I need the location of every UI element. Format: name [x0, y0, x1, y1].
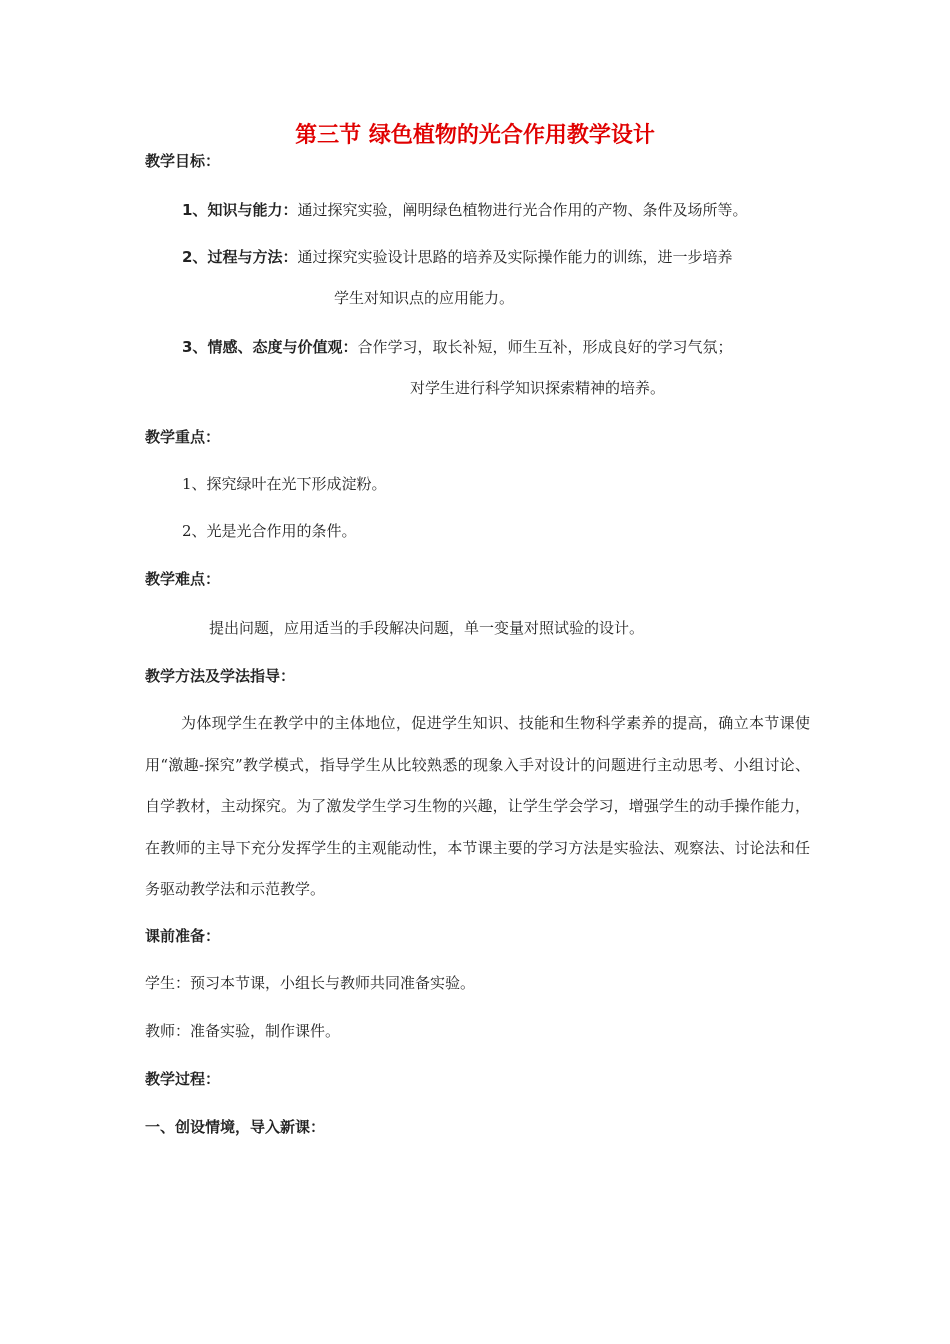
objective-item-3-cont: 对学生进行科学知识探索精神的培养。: [410, 379, 666, 397]
objective-label: 过程与方法：: [207, 248, 298, 266]
objective-item-3: [182, 336, 732, 358]
key-points-heading: 教学重点：: [145, 428, 221, 446]
objective-item-2: [182, 246, 732, 268]
key-point-item: 2、光是光合作用的条件。: [182, 522, 357, 540]
objective-item-2-cont: 学生对知识点的应用能力。: [334, 289, 515, 307]
objectives-heading: 教学目标：: [145, 152, 221, 170]
objective-label: 情感、态度与价值观：: [207, 338, 358, 356]
process-step-1: 一、创设情境，导入新课：: [145, 1118, 326, 1136]
key-point-item: 1、探究绿叶在光下形成淀粉。: [182, 475, 387, 493]
difficulties-heading: 教学难点：: [145, 570, 221, 588]
objective-text: 合作学习，取长补短，师生互补，形成良好的学习气氛；: [357, 338, 733, 356]
methods-paragraph: 为体现学生在教学中的主体地位，促进学生知识、技能和生物科学素养的提高，确立本节课使用“激趣-探究”教学模式，指导学生从比较熟悉的现象入手对设计的问题进行主动思考、小组讨论、自学教材，主动探究。为了激发学生学习生物的兴趣，让学生学会学习，增强学生的动手操作能力，在教师的主导下充分发挥学生的主观能动性，本节课主要的学习方法是实验法、观察法、讨论法和任务驱动教学法和示范教学。: [145, 714, 810, 898]
methods-heading: 教学方法及学法指导：: [145, 667, 296, 685]
objective-num: 2、: [182, 248, 208, 266]
objective-text: 通过探究实验设计思路的培养及实际操作能力的训练，进一步培养: [297, 248, 733, 266]
objective-num: 3、: [182, 338, 208, 356]
difficulties-text: 提出问题，应用适当的手段解决问题，单一变量对照试验的设计。: [209, 619, 645, 637]
preparation-teacher: 教师：准备实验，制作课件。: [145, 1022, 341, 1040]
objective-item-1: [182, 199, 747, 221]
process-heading: 教学过程：: [145, 1070, 221, 1088]
preparation-heading: 课前准备：: [145, 927, 221, 945]
page-title: 第三节 绿色植物的光合作用教学设计: [295, 123, 655, 148]
preparation-student: 学生：预习本节课，小组长与教师共同准备实验。: [145, 974, 476, 992]
objective-text: 通过探究实验，阐明绿色植物进行光合作用的产物、条件及场所等。: [297, 201, 748, 219]
objective-label: 知识与能力：: [207, 201, 298, 219]
objective-num: 1、: [182, 201, 208, 219]
